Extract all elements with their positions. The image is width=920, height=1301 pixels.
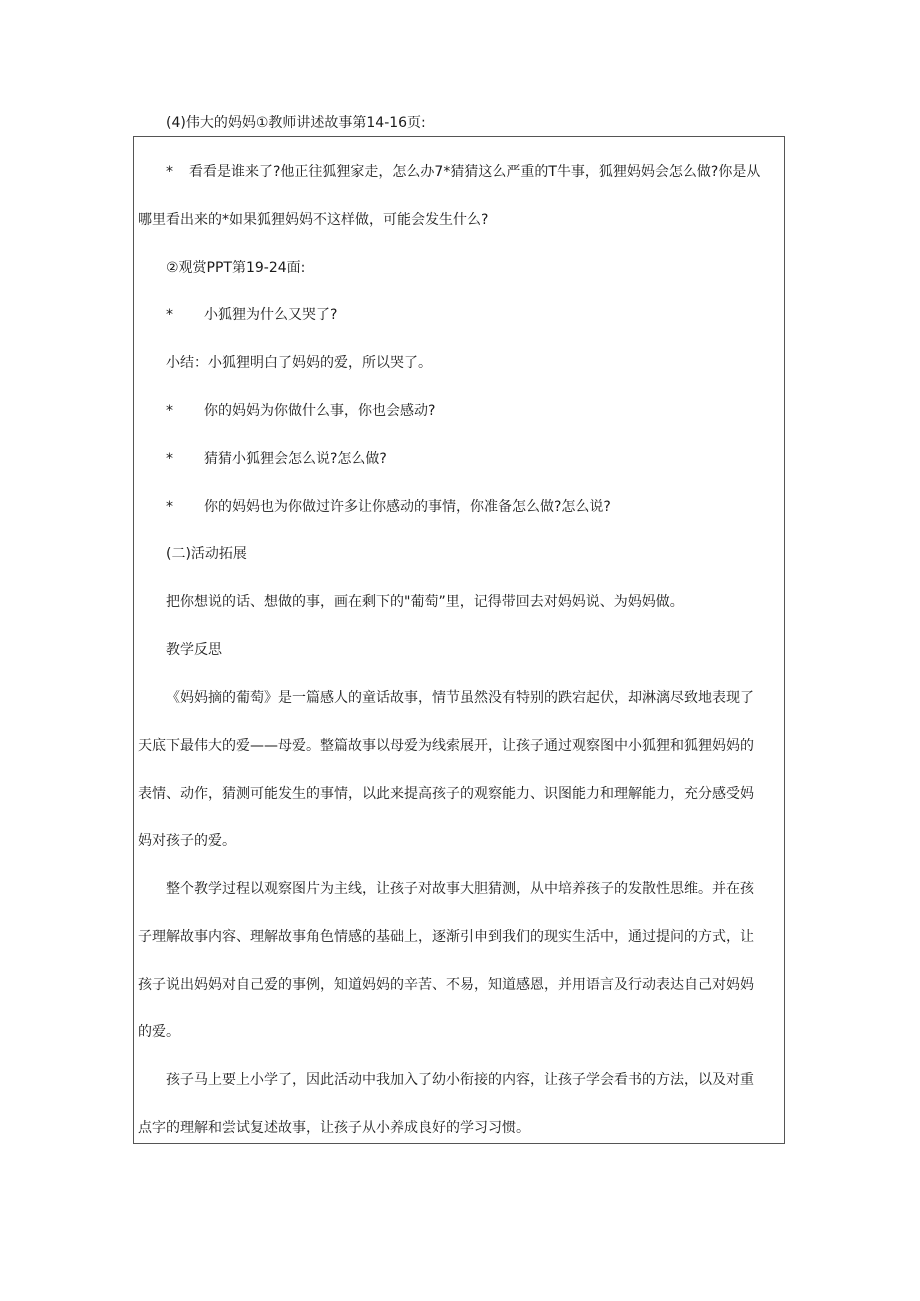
question-line: 哪里看出来的*如果狐狸妈妈不这样做，可能会发生什么? [138, 212, 489, 228]
question-line: 你的妈妈也为你做过许多让你感动的事情，你准备怎么做?怎么说? [204, 499, 611, 515]
reflection-paragraph-line: 天底下最伟大的爱——母爱。整篇故事以母爱为线索展开，让孩子通过观察图中小狐狸和狐狸妈妈的 [138, 738, 754, 754]
question-line: 猜猜小狐狸会怎么说?怎么做? [204, 451, 387, 467]
question-line: 小狐狸为什么又哭了? [204, 307, 338, 323]
bullet-marker: * [166, 451, 173, 467]
content-box [133, 136, 785, 1144]
reflection-paragraph-line: 点字的理解和尝试复述故事，让孩子从小养成良好的学习习惯。 [138, 1120, 530, 1136]
reflection-paragraph-line: 表情、动作，猜测可能发生的事情，以此来提高孩子的观察能力、识图能力和理解能力，充分感受妈 [138, 786, 754, 802]
bullet-marker: * [166, 403, 173, 419]
reflection-paragraph-line: 孩子说出妈妈对自己爱的事例，知道妈妈的辛苦、不易，知道感恩，并用语言及行动表达自己对妈妈 [138, 977, 754, 993]
summary-line: 小结：小狐狸明白了妈妈的爱，所以哭了。 [166, 355, 432, 371]
question-line: 你的妈妈为你做什么事，你也会感动? [204, 403, 436, 419]
extension-title: (二)活动拓展 [166, 546, 247, 562]
ppt-label: ②观赏PPT第19-24面: [166, 260, 306, 276]
reflection-title: 教学反思 [166, 642, 222, 658]
reflection-paragraph-line: 整个教学过程以观察图片为主线，让孩子对故事大胆猜测，从中培养孩子的发散性思维。并在孩 [166, 881, 754, 897]
extension-text: 把你想说的话、想做的事，画在剩下的"葡萄”里，记得带回去对妈妈说、为妈妈做。 [166, 594, 684, 610]
reflection-paragraph-line: 孩子马上要上小学了，因此活动中我加入了幼小衔接的内容，让孩子学会看书的方法，以及对重 [166, 1072, 754, 1088]
reflection-paragraph-line: 《妈妈摘的葡萄》是一篇感人的童话故事，情节虽然没有特别的跌宕起伏，却淋漓尽致地表现了 [166, 690, 754, 706]
reflection-paragraph-line: 妈对孩子的爱。 [138, 833, 236, 849]
reflection-paragraph-line: 的爱。 [138, 1024, 180, 1040]
reflection-paragraph-line: 子理解故事内容、理解故事角色情感的基础上，逐渐引申到我们的现实生活中，通过提问的方式，让 [138, 929, 754, 945]
bullet-marker: * [166, 164, 173, 180]
question-line: 看看是谁来了?他正往狐狸家走，怎么办7*猜猜这么严重的T牛事，狐狸妈妈会怎么做?你是从 [189, 164, 761, 180]
bullet-marker: * [166, 499, 173, 515]
section-heading: (4)伟大的妈妈①教师讲述故事第14-16页: [166, 115, 426, 131]
bullet-marker: * [166, 307, 173, 323]
